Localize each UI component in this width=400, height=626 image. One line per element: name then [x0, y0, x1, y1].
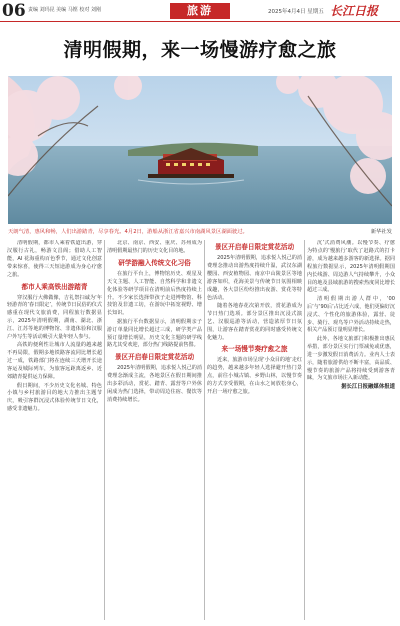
- section-tag: 旅游: [170, 3, 230, 19]
- body-paragraph: 沉’式消费风潮。以慢节奏、疗愈为特点的‘慢旅行’取代了赶路式的打卡游，成为越来越多游客的新选择。据同程旅行数据显示，2025年清明假期国内长线游、周边游人气持续攀升，小众目的地及县域旅游的搜索热度同比增长超过三成。: [307, 240, 395, 294]
- body-paragraph: 假日期间，不少历史文化名城、特色小镇与乡村旅游目的地大力推出主题节庆，吸引客群沉浸式体验传统节日文化，感受非遗魅力。: [7, 382, 102, 413]
- caption-text: 天朗气清，惠风和畅，人们出游踏青，尽享春光。4月2日，游船从浙江省嘉兴市南湖风景区湖面驶过。: [8, 229, 248, 235]
- column-2: [107, 240, 202, 405]
- page-headline: 清明假期，来一场慢游疗愈之旅: [63, 39, 337, 61]
- body-paragraph: 近来，旅游市场呈现‘小众目的地’走红的趋势，越来越多年轻人选择避开热门景点，前往小城古镇、乡野山林，以慢节奏的方式享受假期，在山水之间放松身心，开启一场疗愈之旅。: [207, 357, 302, 396]
- body-paragraph: 此外，各地文旅部门积极推出惠民举措，部分景区实行门票减免或优惠，进一步激发假日消费活力。业内人士表示，随着旅游供给不断丰富，高品质、慢节奏的旅游产品将持续受到游客青睐，为文旅市场注入新动能。: [307, 335, 395, 382]
- lake-photo: [8, 76, 392, 224]
- editor-credits: 责编 刘玛昆 美编 马铿 校对 刘刚: [28, 7, 101, 13]
- photo-caption: [8, 227, 392, 236]
- masthead: [0, 0, 400, 22]
- column-1: [7, 240, 102, 415]
- page-number: 06: [2, 1, 26, 21]
- body-paragraph: 2025年清明假期，追求悦人悦己的消费理念渐成主流，各地景区在假日期间推出多彩活动，赏花、踏青、露营等户外休闲成为热门选择，带动周边住宿、餐饮等消费持续增长。: [107, 365, 202, 403]
- subheading: 来一场慢节奏疗愈之旅: [221, 345, 288, 354]
- body-paragraph: 2025年清明假期，追求悦人悦己的消费理念推动出游热度持续升温，武汉东湖樱园、西安植物园、南京中山陵景区等地游客如织，花海美景与传统节日氛围相映成趣，各大景区纷纷推出夜游、赏花等特色活动。: [207, 255, 302, 301]
- photo-credit: 新华社发: [370, 229, 392, 235]
- column-3: [207, 240, 302, 398]
- body-paragraph: 高铁的便利性让城市人流量的越来越不再局限，假期多地铁路客流同比增长超过一成，铁路部门将在连续三天增开长途客运及城际列车，为旅客远距离返乡、近郊踏青提供运力保障。: [7, 342, 102, 381]
- column-divider: [304, 240, 305, 620]
- body-paragraph: 穿汉服行大佛做像，吉礼祭扫诚为‘年轻游青的’春日限定’，传统节日民俗的仪式感重在现代文旅消费，同程旅行数据显示，2025年清明假期，湖南、湖北、浙江、江苏等地的博物馆、非遗体验和汉服户外写生等活动吸引大量年轻人参与。: [7, 294, 102, 341]
- newspaper-brand: 长江日报: [330, 4, 379, 18]
- subheading: 景区开启春日限定赏花活动: [114, 353, 195, 362]
- column-divider: [104, 240, 105, 620]
- subheading: 景区开启春日限定赏花活动: [214, 243, 295, 251]
- column-divider: [204, 240, 205, 620]
- body-paragraph: 清明假期出游人群中，‘00后’与‘90后’占比近六成，他们更偏好沉浸式、个性化的旅游体验，露营、徒步、骑行、观鸟等户外活动持续走热，相关产品预订量明显增长。: [307, 295, 395, 334]
- body-paragraph: 据旅行平台数据显示，清明假期亲子游订单量同比增长超过三成，研学类产品预订量增长明显，历史文化主题的研学线路尤其受欢迎，部分热门线路提前售罄。: [107, 318, 202, 349]
- issue-date: 2025年4月4日 星期五: [268, 9, 324, 15]
- subheading: 都市人乘高铁出游踏青: [21, 282, 88, 291]
- body-paragraph: 随着各地春花次第开放，赏花游成为节日热门选项。部分景区推出沉浸式演艺、汉服巡游等活动，营造浓厚节日氛围，让游客在踏青赏花的同时感受传统文化魅力。: [207, 302, 302, 341]
- intro-paragraph: 清明假期，都市人乘着铁道出游，穿汉服行古礼，畅游文昌阁；借助人工智能，AI 花海重构百色季节，通过文化创意带来惊喜，使得三天短途游成为身心疗愈之旅。: [7, 240, 102, 278]
- body-paragraph: 在旅行平台上，博物馆历史、观星及天文主题、人工智能、自然科学和非遗文化体验等研学项目在清明前后热度持续上升。不少家长选择带孩子走进博物馆、科技馆及非遗工坊，在游玩中拓宽视野、增长知识。: [107, 270, 202, 317]
- body-paragraph: 北京、南京、西安、重庆、苏州成为清明假期最热门的历史文化目的地。: [107, 240, 202, 254]
- column-4: [307, 240, 395, 392]
- article-byline: 据长江日报融媒体报道: [341, 383, 395, 390]
- subheading: 研学游融入传统文化习俗: [118, 258, 191, 267]
